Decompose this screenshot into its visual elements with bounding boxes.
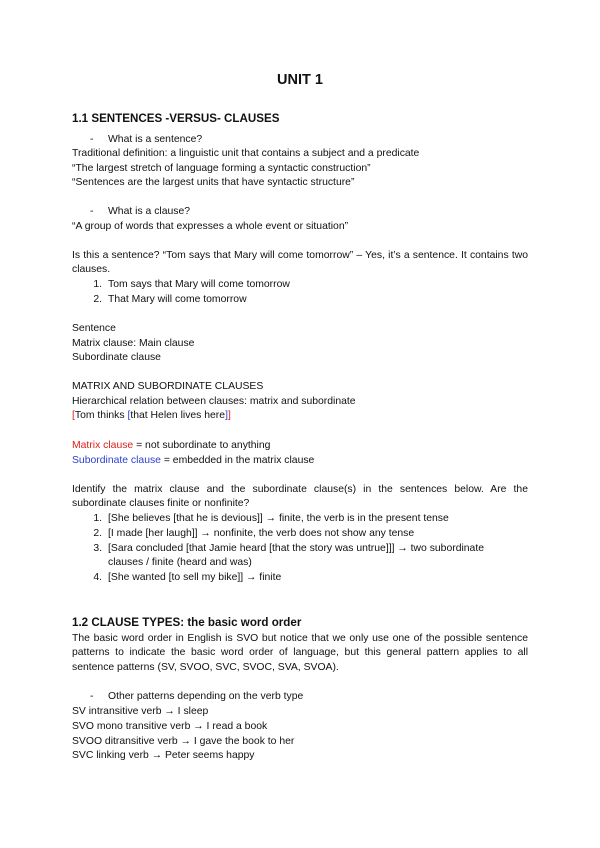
text-line: Hierarchical relation between clauses: matrix and subordinate [72,396,356,407]
subordinate-clause-label: Subordinate clause [72,455,161,466]
subheading-caps: MATRIX AND SUBORDINATE CLAUSES [72,381,264,392]
bracket-example [72,409,231,423]
matrix-clause-definition [72,439,270,453]
list-item: [Sara concluded [that Jamie heard [that the story was untrue]]] → two subordinate [108,543,485,554]
bracket-red: [ [72,410,75,421]
dash-bullet: - [90,134,94,145]
bracket-red: ] [227,410,231,421]
dash-bullet: - [90,691,94,702]
list-item: That Mary will come tomorrow [108,294,247,305]
list-number: 1. [93,513,102,524]
question-sentence: What is a sentence? [108,134,203,145]
list-item: Tom says that Mary will come tomorrow [108,279,290,290]
dash-bullet: - [90,206,94,217]
list-number: 2. [93,294,102,305]
text-line: Matrix clause: Main clause [72,338,195,349]
question-clause: What is a clause? [108,206,191,217]
pattern-line: SVC linking verb → Peter seems happy [72,750,255,761]
list-item: [I made [her laugh]] → nonfinite, the verb does not show any tense [108,528,415,539]
paragraph: Is this a sentence? “Tom says that Mary will come tomorrow” – Yes, it’s a sentence. It contains two clauses. [72,250,528,276]
list-number: 1. [93,279,102,290]
example-text: that Helen lives here [130,410,226,421]
text-line: Subordinate clause [72,352,161,363]
pattern-line: SV intransitive verb → I sleep [72,706,209,717]
definition-line: “A group of words that expresses a whole event or situation” [72,221,349,232]
list-number: 3. [93,543,102,554]
definition-line: “Sentences are the largest units that have syntactic structure” [72,177,355,188]
subordinate-clause-definition [72,454,314,468]
list-item: [She believes [that he is devious]] → finite, the verb is in the present tense [108,513,449,524]
exercise-paragraph: Identify the matrix clause and the subordinate clause(s) in the sentences below. Are the subordinate clauses finite or nonfinite? [72,484,528,510]
list-number: 4. [93,572,102,583]
pattern-line: SVO mono transitive verb → I read a book [72,721,268,732]
list-item: [She wanted [to sell my bike]] → finite [108,572,282,583]
list-item-continuation: clauses / finite (heard and was) [108,557,252,568]
definition-line: “The largest stretch of language forming a syntactic construction” [72,163,371,174]
bracket-blue: [ [127,410,131,421]
definition-text: = embedded in the matrix clause [160,455,315,466]
example-text: Tom thinks [74,410,128,421]
matrix-clause-label: Matrix clause [72,440,134,451]
section-1-heading: 1.1 SENTENCES -VERSUS- CLAUSES [72,112,280,125]
text-line: Other patterns depending on the verb type [108,691,304,702]
definition-text: = not subordinate to anything [133,440,271,451]
section-2-heading: 1.2 CLAUSE TYPES: the basic word order [72,616,302,629]
list-number: 2. [93,528,102,539]
pattern-line: SVOO ditransitive verb → I gave the book to her [72,736,295,747]
bracket-blue: ] [225,410,228,421]
definition-line: Traditional definition: a linguistic unit that contains a subject and a predicate [72,148,420,159]
page-title: UNIT 1 [277,72,323,88]
paragraph: The basic word order in English is SVO but notice that we only use one of the possible sentence patterns to indicate the basic word order of language, but this general pattern applies to all sentence patterns (SV, SVOO, SVC, SVOC, SVA, SVOA). [72,633,528,673]
text-line: Sentence [72,323,116,334]
